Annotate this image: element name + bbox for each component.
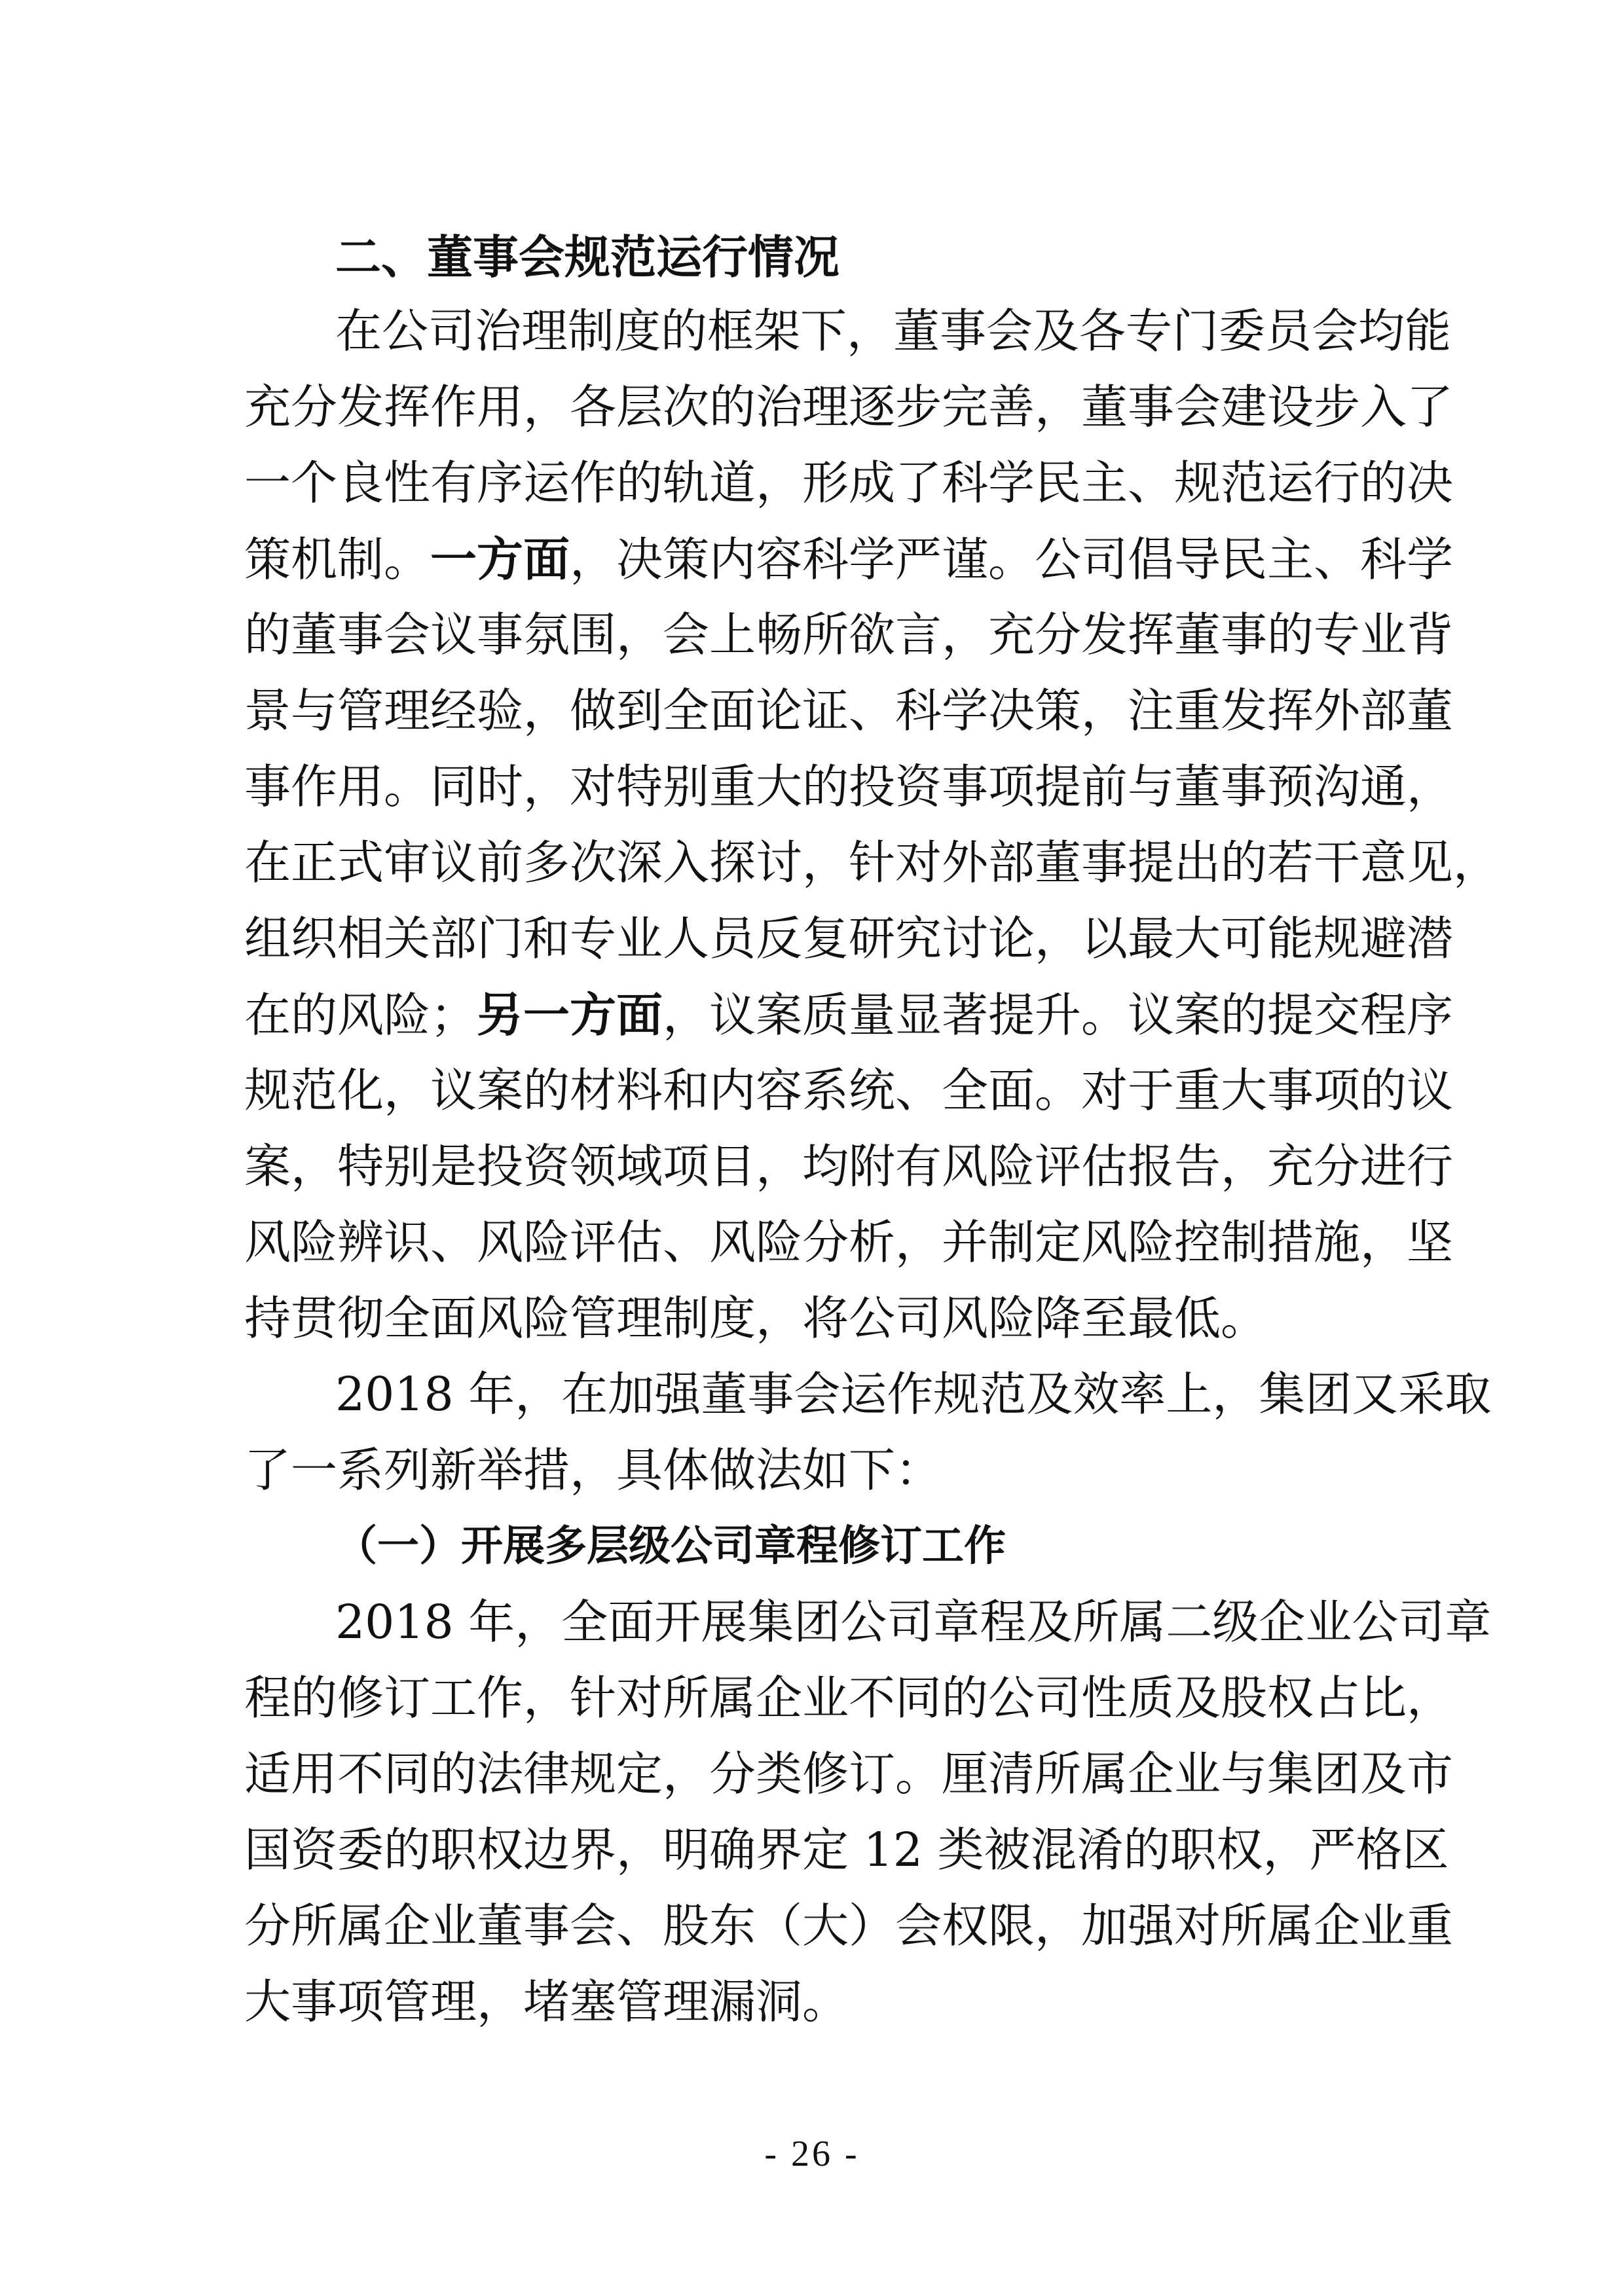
paragraph-line: 的董事会议事氛围，会上畅所欲言，充分发挥董事的专业背 [244, 608, 1454, 662]
paragraph-line [0, 521, 1624, 598]
paragraph-line: 充分发挥作用，各层次的治理逐步完善，董事会建设步入了 [244, 380, 1454, 434]
paragraph-line: 了一系列新举措，具体做法如下： [244, 1443, 942, 1497]
paragraph-line: 事作用。同时，对特别重大的投资事项提前与董事预沟通， [244, 759, 1454, 814]
paragraph-line: 景与管理经验，做到全面论证、科学决策，注重发挥外部董 [244, 683, 1454, 738]
text-segment: ，议案质量显著提升。议案的提交程序 [663, 988, 1454, 1042]
paragraph-line: 组织相关部门和专业人员反复研究讨论，以最大可能规避潜 [244, 911, 1454, 966]
paragraph-line: 大事项管理，堵塞管理漏洞。 [244, 1975, 849, 2029]
text-segment: 策机制。 [244, 532, 431, 587]
paragraph-line: 案，特别是投资领域项目，均附有风险评估报告，充分进行 [244, 1139, 1454, 1194]
paragraph-line: 2018 年，全面开展集团公司章程及所属二级企业公司章 [335, 1595, 1492, 1649]
paragraph-line: 分所属企业董事会、股东（大）会权限，加强对所属企业重 [244, 1899, 1454, 1953]
paragraph-line [0, 977, 1624, 1053]
text-segment: ，决策内容科学严谨。公司倡导民主、科学 [570, 532, 1454, 587]
paragraph-line: 一个良性有序运作的轨道，形成了科学民主、规范运行的决 [244, 456, 1454, 510]
paragraph-line: 国资委的职权边界，明确界定 12 类被混淆的职权，严格区 [244, 1823, 1449, 1877]
emphasis-text: 另一方面 [477, 987, 663, 1042]
paragraph-line: 在公司治理制度的框架下，董事会及各专门委员会均能 [335, 304, 1452, 358]
paragraph-line: 规范化，议案的材料和内容系统、全面。对于重大事项的议 [244, 1063, 1454, 1118]
paragraph-line: 在正式审议前多次深入探讨，针对外部董事提出的若干意见， [244, 835, 1500, 890]
section-heading: 二、董事会规范运行情况 [335, 230, 840, 284]
text-segment: 在的风险； [244, 988, 477, 1042]
page-number: - 26 - [764, 2134, 860, 2174]
emphasis-text: 一方面 [430, 532, 570, 587]
paragraph-line: 适用不同的法律规定，分类修订。厘清所属企业与集团及市 [244, 1747, 1454, 1801]
subsection-heading: （一）开展多层级公司章程修订工作 [335, 1522, 1006, 1571]
paragraph-line: 风险辨识、风险评估、风险分析，并制定风险控制措施，坚 [244, 1215, 1454, 1269]
paragraph-line: 持贯彻全面风险管理制度，将公司风险降至最低。 [244, 1291, 1268, 1345]
paragraph-line: 程的修订工作，针对所属企业不同的公司性质及股权占比， [244, 1671, 1454, 1725]
paragraph-line: 2018 年，在加强董事会运作规范及效率上，集团又采取 [335, 1367, 1492, 1421]
